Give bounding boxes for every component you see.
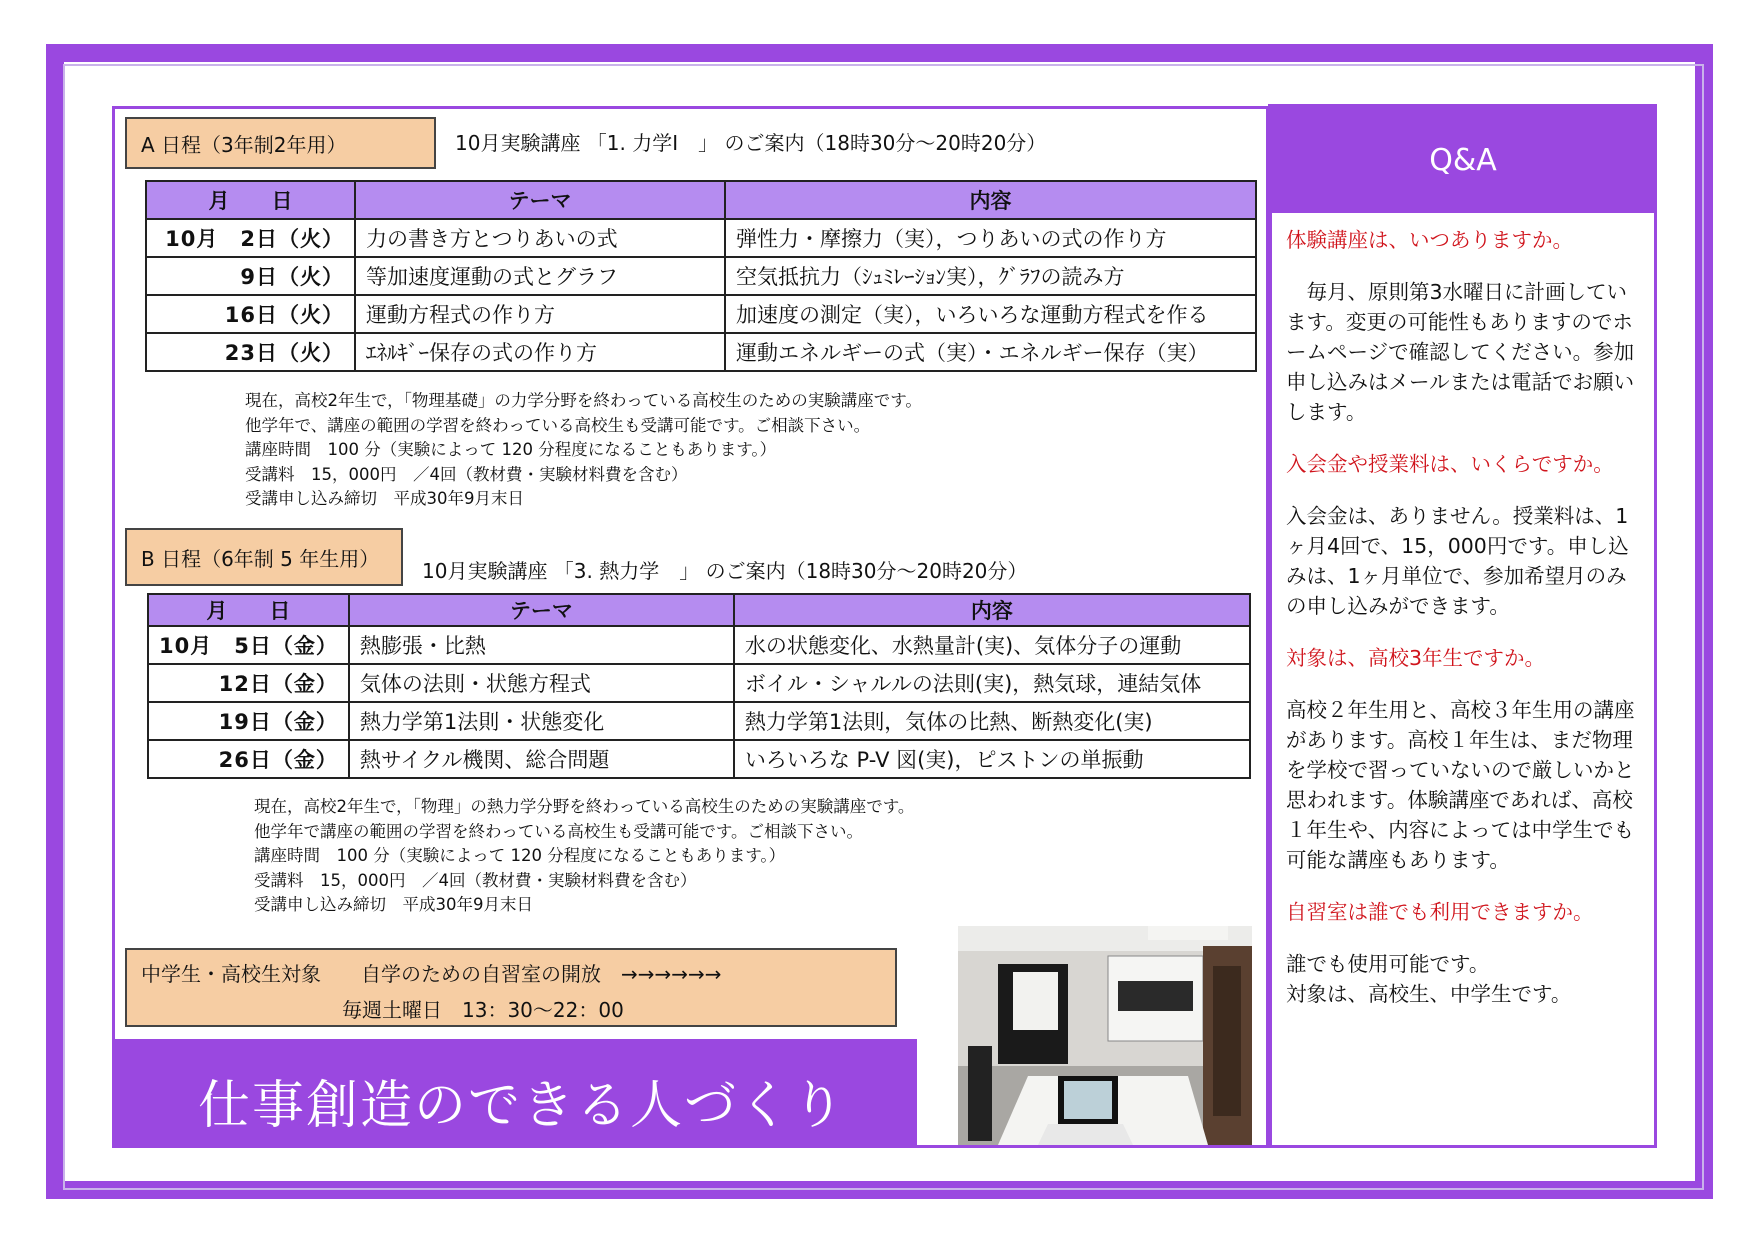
row-content: 空気抵抗力（ｼｭﾐﾚｰｼｮﾝ実），ｸﾞﾗﾌの読み方 xyxy=(725,257,1256,295)
row-content: 水の状態変化、水熱量計(実)、気体分子の運動 xyxy=(734,626,1250,664)
study-room-target: 中学生・高校生対象 自学のための自習室の開放 →→→→→→ xyxy=(141,962,722,986)
row-theme: 熱力学第1法則・状態変化 xyxy=(349,702,734,740)
header-content: 内容 xyxy=(725,181,1256,219)
row-date: 9日（火） xyxy=(146,257,355,295)
schedule-a-tag-label: A 日程（3年制2年用） xyxy=(141,132,347,157)
row-content: 弾性力・摩擦力（実），つりあいの式の作り方 xyxy=(725,219,1256,257)
note-line: 受講料 15，000円 ／4回（教材費・実験材料費を含む） xyxy=(245,464,688,484)
row-theme: ｴﾈﾙｷﾞｰ保存の式の作り方 xyxy=(355,333,725,371)
note-line: 受講申し込み締切 平成30年9月末日 xyxy=(245,489,524,508)
table-row xyxy=(148,664,1250,702)
schedule-a-notes xyxy=(245,389,922,512)
table-row xyxy=(146,219,1256,257)
qa-question: 入会金や授業料は、いくらですか。 xyxy=(1286,452,1614,476)
note-line: 現在，高校2年生で，「物理」の熱力学分野を終わっている高校生のための実験講座です。 xyxy=(254,797,915,816)
row-date: 23日（火） xyxy=(146,333,355,371)
slogan-text: 仕事創造のできる人づくり xyxy=(198,1076,847,1136)
note-line: 他学年で講座の範囲の学習を終わっている高校生も受講可能です。ご相談下さい。 xyxy=(254,821,864,841)
table-row xyxy=(146,257,1256,295)
header-date: 月 日 xyxy=(148,594,349,626)
row-content: ボイル・シャルルの法則(実)，熱気球，連結気体 xyxy=(734,664,1250,702)
header-theme: テーマ xyxy=(355,181,725,219)
note-line: 他学年で、講座の範囲の学習を終わっている高校生も受講可能です。ご相談下さい。 xyxy=(245,415,871,435)
study-room-box xyxy=(125,948,897,1027)
table-row xyxy=(148,626,1250,664)
schedule-b-announcement: 10月実験講座 「3. 熱力学 」 のご案内（18時30分～20時20分） xyxy=(422,559,1028,583)
qa-answer: 誰でも使用可能です。 対象は、高校生、中学生です。 xyxy=(1286,952,1572,1006)
row-content: 熱力学第1法則，気体の比熱、断熱変化(実) xyxy=(734,702,1250,740)
qa-panel xyxy=(1268,104,1657,1148)
row-content: いろいろな P-V 図(実)，ピストンの単振動 xyxy=(734,740,1250,778)
schedule-a-table xyxy=(145,180,1257,372)
row-theme: 熱膨張・比熱 xyxy=(349,626,734,664)
schedule-a-tag xyxy=(125,117,436,169)
table-row xyxy=(148,740,1250,778)
table-header-row xyxy=(146,181,1256,219)
header-date: 月 日 xyxy=(146,181,355,219)
schedule-b-notes xyxy=(254,795,914,918)
row-date: 16日（火） xyxy=(146,295,355,333)
classroom-photo xyxy=(958,926,1252,1145)
slogan-bar xyxy=(112,1039,917,1148)
header-content: 内容 xyxy=(734,594,1250,626)
note-line: 講座時間 100 分（実験によって 120 分程度になることもあります。） xyxy=(245,440,777,459)
row-date: 12日（金） xyxy=(148,664,349,702)
qa-header xyxy=(1272,107,1654,213)
row-theme: 等加速度運動の式とグラフ xyxy=(355,257,725,295)
qa-answer: 毎月、原則第3水曜日に計画しています。変更の可能性もありますのでホームページで確認してください。参加申し込みはメールまたは電話でお願いします。 xyxy=(1286,280,1635,424)
row-theme: 力の書き方とつりあいの式 xyxy=(355,219,725,257)
row-content: 加速度の測定（実），いろいろな運動方程式を作る xyxy=(725,295,1256,333)
qa-answer: 入会金は、ありません。授業料は、1ヶ月4回で、15，000円です。申し込みは、1ヶ月単位で、参加希望月のみの申し込みができます。 xyxy=(1286,504,1629,618)
qa-question: 自習室は誰でも利用できますか。 xyxy=(1286,900,1594,924)
note-line: 受講申し込み締切 平成30年9月末日 xyxy=(254,895,533,914)
qa-answer: 高校２年生用と、高校３年生用の講座があります。高校１年生は、まだ物理を学校で習っていないので厳しいかと思われます。体験講座であれば、高校１年生や、内容によっては中学生でも可能な講座もあります。 xyxy=(1286,698,1635,872)
qa-question: 体験講座は、いつありますか。 xyxy=(1286,228,1573,252)
qa-title: Q&A xyxy=(1429,142,1497,178)
schedule-a-announcement: 10月実験講座 「1. 力学Ⅰ 」 のご案内（18時30分～20時20分） xyxy=(455,131,1047,155)
note-line: 講座時間 100 分（実験によって 120 分程度になることもあります。） xyxy=(254,846,786,865)
row-theme: 気体の法則・状態方程式 xyxy=(349,664,734,702)
row-content: 運動エネルギーの式（実）・エネルギー保存（実） xyxy=(725,333,1256,371)
row-theme: 熱サイクル機関、総合問題 xyxy=(349,740,734,778)
row-date: 10月 5日（金） xyxy=(148,626,349,664)
table-header-row xyxy=(148,594,1250,626)
study-room-hours: 毎週土曜日 13：30～22：00 xyxy=(342,998,624,1022)
schedule-b-tag xyxy=(125,528,403,586)
row-date: 26日（金） xyxy=(148,740,349,778)
row-theme: 運動方程式の作り方 xyxy=(355,295,725,333)
table-row xyxy=(146,295,1256,333)
qa-body xyxy=(1286,225,1642,1031)
classroom-photo-illustration xyxy=(958,926,1252,1145)
qa-question: 対象は、高校3年生ですか。 xyxy=(1286,646,1546,670)
table-row xyxy=(146,333,1256,371)
row-date: 19日（金） xyxy=(148,702,349,740)
row-date: 10月 2日（火） xyxy=(146,219,355,257)
schedule-b-table xyxy=(147,593,1251,779)
note-line: 受講料 15，000円 ／4回（教材費・実験材料費を含む） xyxy=(254,870,697,890)
table-row xyxy=(148,702,1250,740)
schedule-b-tag-label: B 日程（6年制 5 年生用） xyxy=(141,546,380,571)
header-theme: テーマ xyxy=(349,594,734,626)
note-line: 現在，高校2年生で，「物理基礎」の力学分野を終わっている高校生のための実験講座です。 xyxy=(245,391,922,410)
